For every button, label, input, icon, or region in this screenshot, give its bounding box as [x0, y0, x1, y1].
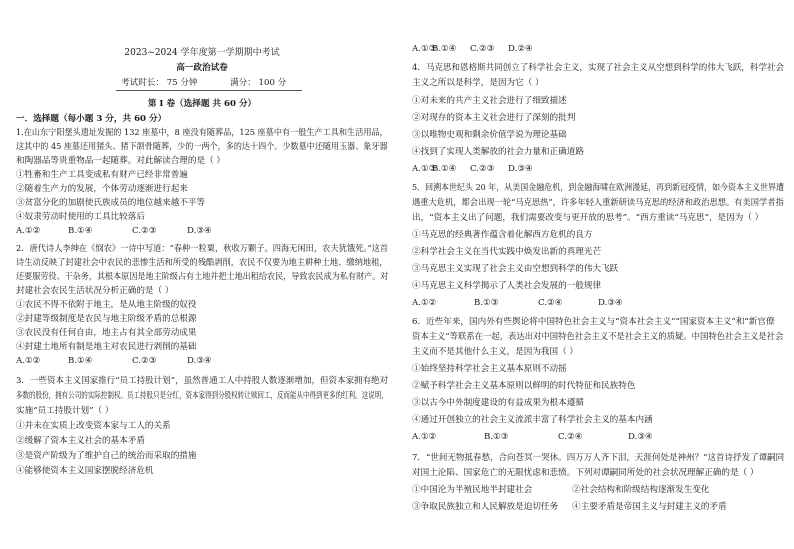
statement-option: ①中国沦为半殖民地半封建社会	[412, 485, 533, 495]
statement-option: ④通过开创独立的社会主义流派丰富了科学社会主义的基本内涵	[412, 415, 653, 425]
question-line: 还要服劳役、干杂务，其根本原因是地主阶级占有土地并把土地出租给农民，导致农民成为私有财产。对	[16, 272, 389, 282]
answer-choice: A.①③	[412, 164, 437, 174]
statement-option: ④能够使资本主义国家摆脱经济危机	[16, 466, 154, 476]
answer-choice: A.①②	[16, 356, 41, 366]
question-line: 2．唐代诗人李绅在《悯农》一诗中写道：“春种一粒粟，秋收万颗子。四海无闲田，农夫犹饿死。”这首	[16, 244, 389, 254]
answer-choice: D.③④	[187, 356, 212, 366]
question-line: 主义之所以是科学，是因为它（ ）	[412, 78, 544, 88]
statement-option: ②赋予科学社会主义基本原则以鲜明的时代特征和民族特色	[412, 381, 636, 391]
answer-choice: C.②③	[470, 44, 495, 54]
statement-option: ④找到了实现人类解放的社会力量和正确道路	[412, 147, 584, 157]
answer-choice: B.①③	[474, 298, 499, 308]
statement-option: ④封建土地所有制是地主对农民进行剥削的基础	[16, 342, 197, 352]
question-line: 实施“员工持股计划”（ ）	[16, 406, 114, 416]
statement-option: ②科学社会主义在当代实践中焕发出新的真理光芒	[412, 247, 602, 257]
statement-option: ①农民不得不依附于地主，是从地主阶级的奴役	[16, 300, 197, 310]
question-line: 这其中的 45 座墓还用猪头、猪下颌骨随葬，少的一两个，多的达十四个。少数墓中还随用玉器、象牙器	[16, 142, 388, 152]
section-heading: 一．选择题（每小题 3 分，共 60 分）	[16, 114, 167, 124]
exam-title: 2023~2024 学年度第一学期期中考试	[124, 48, 280, 58]
statement-option: ①马克思的经典著作蕴含着化解西方危机的良方	[412, 230, 593, 240]
statement-option: ①牲畜和生产工具变成私有财产已经非常普遍	[16, 170, 188, 180]
statement-option: ②封建等级制度是农民与地主阶级矛盾的总根源	[16, 314, 197, 324]
question-line: 出，“资本主义出了问题，我们需要改变与更开放的思考”。“西方重读“马克思”，是因为（ ）	[412, 213, 764, 223]
question-line: 1.在山东宁阳堡头遗址发掘的 132 座墓中，8 座没有随葬品，125 座墓中有一般生产工具和生活用品，	[16, 128, 388, 138]
statement-option: ③是资产阶级为了维护自己的统治而采取的措施	[16, 451, 197, 461]
statement-option: ③争取民族独立和人民解放是迫切任务	[412, 502, 559, 512]
question-line: 资本主义”等联系在一起，表达出对中国特色社会主义不是社会主义的质疑。中国特色社会主义是社会	[412, 332, 784, 342]
question-line: 主义而不是其他什么主义，是因为我国（ ）	[412, 347, 579, 357]
question-line: 诗生动反映了封建社会中农民的悲惨生活和所受的残酷剥削，农民不仅要为地主耕种土地、缴纳地租，	[16, 258, 388, 268]
answer-choice: D.③④	[598, 298, 623, 308]
statement-option: ④主要矛盾是帝国主义与封建主义的矛盾	[572, 502, 727, 512]
statement-option: ②缓解了资本主义社会的基本矛盾	[16, 436, 145, 446]
answer-choice: A.①②	[412, 432, 437, 442]
statement-option: ④奴隶劳动时使用的工具比较落后	[16, 212, 145, 222]
statement-option: ④马克思主义科学揭示了人类社会发展的一般规律	[412, 281, 602, 291]
question-line: 对国土沦陷、国家危亡的无限忧虑和悲愤。下列对谭嗣同所处的社会状况理解正确的是（ ）	[412, 468, 759, 478]
answer-choice: A.①②	[412, 298, 437, 308]
statement-option: ③以古今中外制度建设的有益成果为根本遵循	[412, 398, 584, 408]
question-line: 7．“世间无物抵春愁，合向苍冥一哭休。四万万人齐下泪，天涯何处是神州？”这首诗抒发了谭嗣同	[412, 453, 785, 463]
statement-option: ③农民没有任何自由，地主占有其全部劳动成果	[16, 328, 197, 338]
statement-option: ③贫富分化的加剧使氏族成员的地位越来越不平等	[16, 198, 206, 208]
answer-choice: A.①②	[16, 226, 41, 236]
answer-choice: C.②③	[132, 226, 157, 236]
left-column	[16, 0, 388, 549]
answer-choice: B.①④	[68, 356, 93, 366]
statement-option: ③以唯物史观和剩余价值学说为理论基础	[412, 130, 567, 140]
right-column	[412, 0, 784, 549]
question-line: 封建社会农民生活状况分析正确的是（ ）	[16, 286, 174, 296]
answer-choice: C.②④	[558, 432, 583, 442]
answer-choice: C.②③	[470, 164, 495, 174]
question-line: 多数的股份，拥有公司的实际控制权。员工持股只是分红，资本家得到分股权转让赎回工，反而能从中得到更多的红利。这说明，	[16, 391, 388, 401]
part-title: 第 I 卷（选择题 共 60 分）	[147, 99, 257, 109]
statement-option: ①始终坚持科学社会主义基本原则不动摇	[412, 364, 567, 374]
answer-choice: B.①④	[432, 44, 457, 54]
statement-option: ③马克思主义实现了社会主义由空想到科学的伟大飞跃	[412, 264, 619, 274]
answer-choice: A.①③	[412, 44, 437, 54]
question-line: 和陶器品等贵重物品一起随葬。对此解读合理的是（ ）	[16, 156, 225, 166]
header-rule	[116, 90, 302, 91]
statement-option: ②社会结构和阶级结构逐渐发生变化	[572, 485, 710, 495]
statement-option: ②随着生产力的发展，个体劳动逐渐进行起来	[16, 184, 188, 194]
question-line: 遇重大危机，都会出现一轮“马克思热”，许多年轻人重新研读马克思的经济和政治思想。有美国学者指	[412, 198, 784, 208]
question-line: 5．回溯本世纪头 20 年，从美国金融危机，到金融海啸在欧洲漫延，再到新冠疫情，如今资本主义世界遭	[412, 183, 784, 193]
answer-choice: D.③④	[508, 164, 533, 174]
answer-choice: D.③④	[187, 226, 212, 236]
answer-choice: D.②④	[508, 44, 533, 54]
statement-option: ②对现存的资本主义社会进行了深刻的批判	[412, 113, 576, 123]
answer-choice: B.①④	[432, 164, 457, 174]
answer-choice: C.②④	[538, 298, 563, 308]
answer-choice: B.①④	[68, 226, 93, 236]
answer-choice: B.①③	[484, 432, 509, 442]
exam-full-score: 满分： 100 分	[230, 78, 287, 88]
answer-choice: D.③④	[628, 432, 653, 442]
answer-choice: C.②③	[132, 356, 157, 366]
question-line: 3．一些资本主义国家推行“员工持股计划”，虽然普通工人中持股人数逐渐增加，但资本家拥有绝对	[16, 376, 389, 386]
exam-duration: 考试时长： 75 分钟	[121, 78, 198, 88]
exam-subtitle: 高一政治试卷	[176, 63, 228, 73]
statement-option: ①并未在实质上改变资本家与工人的关系	[16, 421, 171, 431]
question-line: 4．马克思和恩格斯共同创立了科学社会主义，实现了社会主义从空想到科学的伟大飞跃，科学社会	[412, 63, 785, 73]
statement-option: ①对未来的共产主义社会进行了细致描述	[412, 96, 567, 106]
question-line: 6．近些年来，国内外有些舆论将中国特色社会主义与“资本社会主义”“国家资本主义”和“新官僚	[412, 317, 775, 327]
